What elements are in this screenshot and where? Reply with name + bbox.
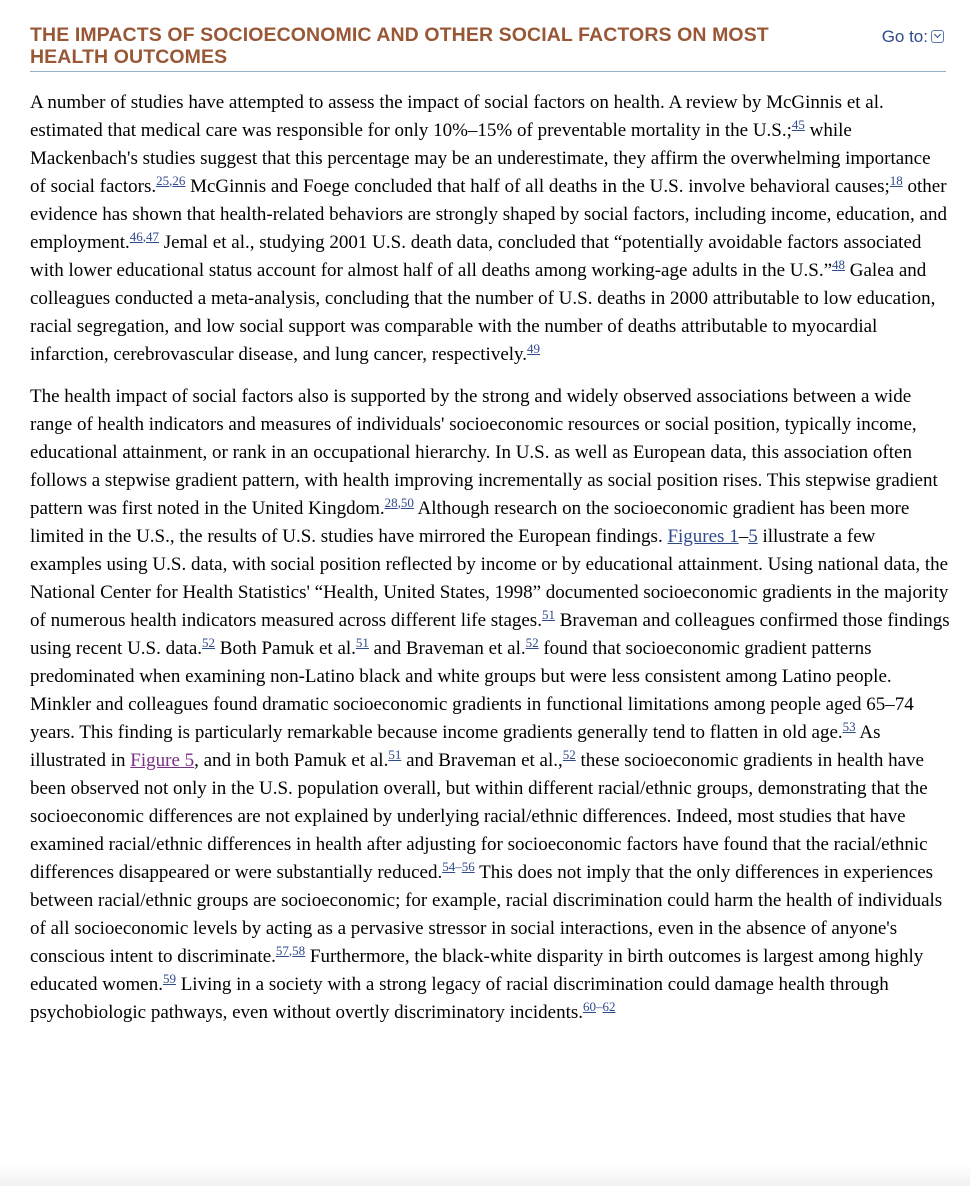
paragraph-text: and Braveman et al. [368,638,526,659]
citation-link[interactable]: 46 [129,229,143,244]
citation-link[interactable]: 53 [842,719,856,734]
article-body [30,89,950,1041]
paragraph-text: while Mackenbach's studies suggest that this percentage may be an underestimate, they affirm the overwhelming importance of social factors. [30,120,931,197]
citation-link[interactable]: 51 [355,635,369,650]
citation-link[interactable]: 28 [384,495,398,510]
figure-5-link[interactable]: Figure 5 [130,750,195,771]
citation-link[interactable]: 51 [388,747,402,762]
paragraph-text: and Braveman et al., [401,750,563,771]
paragraph-text: As illustrated in [30,722,881,771]
citation-link[interactable]: 57 [275,943,289,958]
figure-link[interactable]: Figures 1 [667,526,739,547]
citation-link[interactable]: 45 [791,117,805,132]
citation-link[interactable]: 50 [400,495,414,510]
citation-separator: , [142,229,146,244]
citation-separator: , [288,943,293,958]
citation-link[interactable]: 25 [156,173,170,188]
paragraph-1 [30,89,950,369]
citation-link[interactable]: 54 [442,859,456,874]
paragraph-2 [30,383,950,1027]
goto-menu[interactable] [882,27,944,47]
paragraph-text: found that socioeconomic gradient patterns predominated when examining non-Latino black and white groups but were less consistent among Latino people. Minkler and colleagues found dramatic socioeconomic gradients in functional limitations among people aged 65–74 years. This finding is particularly remarkable because income gradients generally tend to flatten in old age. [30,638,914,743]
paragraph-text: A number of studies have attempted to assess the impact of social factors on health. A review by McGinnis et al. estimated that medical care was responsible for only 10%–15% of preventable mortality in the U.S.; [30,92,884,141]
paragraph-text: Both Pamuk et al. [215,638,356,659]
figure-link[interactable]: 5 [748,526,758,547]
citation-link[interactable]: 52 [202,635,216,650]
bottom-shadow [0,1164,970,1186]
paragraph-text: McGinnis and Foege concluded that half of all deaths in the U.S. involve behavioral causes; [185,176,890,197]
paragraph-text: The health impact of social factors also is supported by the strong and widely observed associations between a wide range of health indicators and measures of individuals' socioeconomic resources or social position, typically income, educational attainment, or rank in an occupational hierarchy. In U.S. as well as European data, this association often follows a stepwise gradient pattern, with health improving incrementally as social position rises. This stepwise gradient pattern was first noted in the United Kingdom. [30,386,938,519]
paragraph-text: Although research on the socioeconomic gradient has been more limited in the U.S., the results of U.S. studies have mirrored the European findings. [30,498,910,547]
citation-link[interactable]: 51 [541,607,555,622]
citation-link[interactable]: 56 [461,859,475,874]
citation-separator: , [169,173,173,188]
paragraph-text: Furthermore, the black-white disparity in birth outcomes is largest among highly educated women. [30,946,924,995]
paragraph-text: these socioeconomic gradients in health have been observed not only in the U.S. population overall, but within different racial/ethnic groups, demonstrating that the socioeconomic differences are not explained by underlying racial/ethnic differences. Indeed, most studies that have examined racial/ethnic differences in health after adjusting for socioeconomic factors have found that the racial/ethnic differences disappeared or were substantially reduced. [30,750,928,883]
citation-link[interactable]: 58 [292,943,306,958]
citation-link[interactable]: 52 [562,747,576,762]
goto-label[interactable]: Go to: [881,27,928,46]
citation-separator: , [397,495,401,510]
citation-link[interactable]: 18 [889,173,903,188]
citation-link[interactable]: 62 [602,999,616,1014]
citation-link[interactable]: 47 [145,229,159,244]
section-title: THE IMPACTS OF SOCIOECONOMIC AND OTHER SOCIAL FACTORS ON MOST HEALTH OUTCOMES [30,24,769,68]
paragraph-text: illustrate a few examples using U.S. data, with social position reflected by income or by educational attainment. Using national data, the National Center for Health Statistics' “Health, United States, 1998” documented socioeconomic gradients in the majority of numerous health indicators measured across different life stages. [30,526,949,631]
citation-link[interactable]: 59 [162,971,176,986]
paragraph-text: , and in both Pamuk et al. [194,750,389,771]
citation-link[interactable]: 49 [527,341,541,356]
figure-range-dash: – [738,526,749,547]
section-header [30,24,946,72]
paragraph-text: Galea and colleagues conducted a meta-analysis, concluding that the number of U.S. deaths in 2000 attributable to low education, racial segregation, and low social support was comparable with the number of deaths attributable to myocardial infarction, cerebrovascular disease, and lung cancer, respectively. [30,260,936,365]
paragraph-text: Jemal et al., studying 2001 U.S. death data, concluded that “potentially avoidable factors associated with lower educational status account for almost half of all deaths among working-age adults in the U.S.” [30,232,922,281]
paragraph-text: other evidence has shown that health-related behaviors are strongly shaped by social factors, including income, education, and employment. [30,176,947,253]
paragraph-text: Living in a society with a strong legacy of racial discrimination could damage health through psychobiologic pathways, even without overtly discriminatory incidents. [30,974,889,1023]
citation-separator: – [455,859,462,874]
citation-link[interactable]: 26 [172,173,186,188]
citation-link[interactable]: 60 [583,999,597,1014]
paragraph-text: Braveman and colleagues confirmed those findings using recent U.S. data. [30,610,950,659]
citation-link[interactable]: 52 [525,635,539,650]
paragraph-text: This does not imply that the only differences in experiences between racial/ethnic groups are socioeconomic; for example, racial discrimination could harm the health of individuals of all socioeconomic levels by acting as a pervasive stressor in social interactions, even in the absence of anyone's conscious intent to discriminate. [30,862,943,967]
citation-link[interactable]: 48 [832,257,846,272]
citation-separator: – [596,999,603,1014]
chevron-down-icon[interactable] [931,30,944,43]
